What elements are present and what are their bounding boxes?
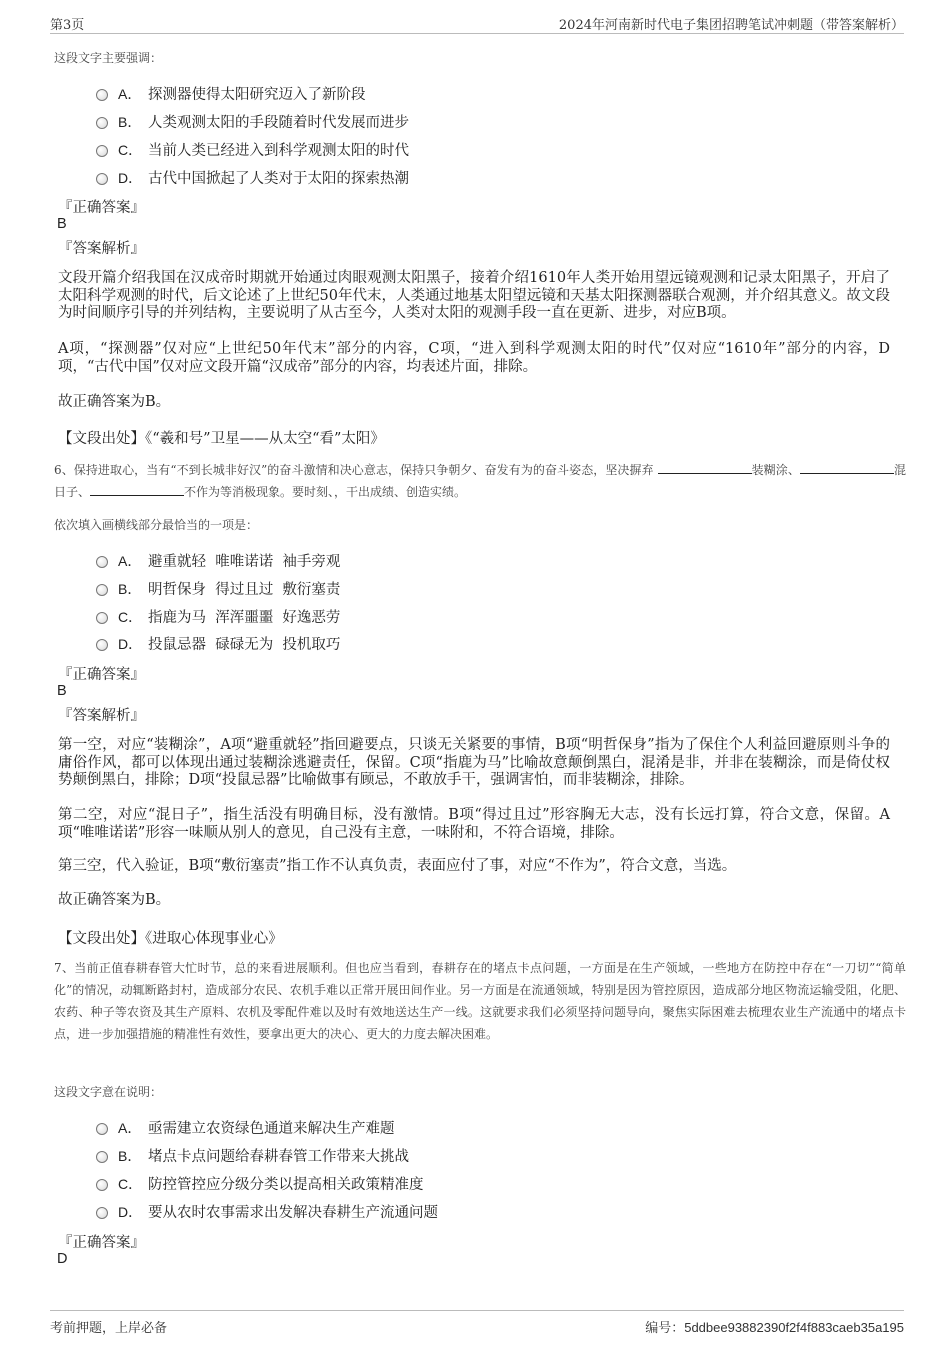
option-letter: C． [118,142,143,158]
option-text: 投鼠忌器 碌碌无为 投机取巧 [148,637,341,653]
option-text: 人类观测太阳的手段随着时代发展而进步 [148,115,409,131]
option-letter: B． [118,581,142,597]
document-title: 2024年河南新时代电子集团招聘笔试冲刺题（带答案解析） [558,18,904,33]
option-text: 明哲保身 得过且过 敷衍塞责 [148,582,341,598]
q6-prompt: 依次填入画横线部分最恰当的一项是： [54,518,259,532]
q6-text-part: 6、保持进取心，当有“不到长城非好汉”的奋斗激情和决心意志，保持只争朝夕、奋发有为的奋斗姿态，坚决摒弃 [54,463,658,477]
radio-icon[interactable] [96,173,108,185]
radio-icon[interactable] [96,556,108,568]
fill-blank [800,463,894,474]
radio-icon[interactable] [96,1123,108,1135]
page-number: 第3页 [50,18,85,33]
option-text: 指鹿为马 浑浑噩噩 好逸恶劳 [148,610,341,626]
document-code-value: 5ddbee93882390f2f4f883caeb35a195 [684,1320,904,1335]
option-letter: C． [118,609,143,625]
q6-answer-label: 『正确答案』 [58,667,145,683]
q5-analysis-label: 『答案解析』 [58,241,145,257]
document-code-label: 编号： [645,1321,685,1336]
radio-icon[interactable] [96,89,108,101]
q6-answer: B [57,683,67,699]
q6-analysis-label: 『答案解析』 [58,708,145,724]
q7-prompt: 这段文字意在说明： [54,1085,163,1099]
option-text: 避重就轻 唯唯诺诺 袖手旁观 [148,554,341,570]
q7-text: 7、当前正值春耕春管大忙时节，总的来看进展顺利。但也应当看到，春耕存在的堵点卡点问题，一方面是在生产领域，一些地方在防控中存在“一刀切”“简单化”的情况，动辄断路封村，造成部分农民、农机手难以正常开展田间作业。另一方面是在流通领域，特别是因为管控原因，造成部分地区物流运输受阻，化肥、农药、种子等农资及其生产原料、农机及零配件难以及时有效地送达生产一线。这就要求我们必须坚持问题导向，聚焦实际困难去梳理农业生产流通中的堵点卡点，进一步加强措施的精准性有效性，要拿出更大的决心、更大的力度去解决困难。 [54,961,906,1041]
q5-analysis-paragraph: 文段开篇介绍我国在汉成帝时期就开始通过肉眼观测太阳黑子，接着介绍1610年人类开始用望远镜观测和记录太阳黑子，开启了太阳科学观测的时代，后文论述了上世纪50年代末，人类通过地基太阳望远镜和天基太阳探测器联合观测，并介绍其意义。故文段为时间顺序引导的并列结构，主要说明了从古至今，人类对太阳的观测手段一直在更新、进步，对应B项。 [58,270,890,321]
q5-source: 【文段出处】《“羲和号”卫星——从太空“看”太阳》 [58,431,385,447]
radio-icon[interactable] [96,584,108,596]
option-letter: B． [118,1148,142,1164]
radio-icon[interactable] [96,1179,108,1191]
option-letter: A． [118,1120,142,1136]
radio-icon[interactable] [96,1151,108,1163]
q5-analysis-paragraph: A项，“探测器”仅对应“上世纪50年代末”部分的内容，C项，“进入到科学观测太阳的时代”仅对应“1610年”部分的内容，D项，“古代中国”仅对应文段开篇“汉成帝”部分的内容，均表述片面，排除。 [58,341,890,375]
q7-answer-label: 『正确答案』 [58,1235,145,1251]
page-header [50,12,904,34]
radio-icon[interactable] [96,612,108,624]
footer-slogan: 考前押题，上岸必备 [50,1321,168,1336]
q5-answer-label: 『正确答案』 [58,200,145,216]
q6-analysis-paragraph: 第三空，代入验证，B项“敷衍塞责”指工作不认真负责，表面应付了事，对应“不作为”，符合文意，当选。 [58,858,737,874]
fill-blank [658,463,752,474]
q6-text-part: 混日子、 [54,463,906,499]
document-code [645,1317,904,1336]
option-letter: D． [118,170,143,186]
option-text: 探测器使得太阳研究迈入了新阶段 [148,87,366,103]
option-letter: D． [118,636,143,652]
radio-icon[interactable] [96,639,108,651]
q6-text-part: 装糊涂、 [751,463,800,477]
q5-answer: B [57,216,67,232]
q6-analysis-paragraph: 故正确答案为B。 [58,892,171,908]
option-text: 亟需建立农资绿色通道来解决生产难题 [148,1121,395,1137]
radio-icon[interactable] [96,1207,108,1219]
option-letter: A． [118,553,142,569]
option-letter: B． [118,114,142,130]
option-letter: A． [118,86,142,102]
q6-analysis-paragraph: 第一空，对应“装糊涂”，A项“避重就轻”指回避要点，只谈无关紧要的事情，B项“明哲保身”指为了保住个人利益回避原则斗争的庸俗作风，都可以体现出通过装糊涂逃避责任，保留。C项“指鹿为马”比喻故意颠倒黑白，混淆是非，并非在装糊涂，而是倚仗权势颠倒黑白，排除；D项“投鼠忌器”比喻做事有顾忌，不敢放手干，强调害怕，而非装糊涂，排除。 [58,737,890,788]
option-text: 古代中国掀起了人类对于太阳的探索热潮 [148,171,409,187]
q6-analysis-paragraph: 第二空，对应“混日子”，指生活没有明确目标，没有激情。B项“得过且过”形容胸无大志，没有长远打算，符合文意，保留。A项“唯唯诺诺”形容一味顺从别人的意见，自己没有主意，一味附和，不符合语境，排除。 [58,807,890,841]
page-footer [50,1310,904,1340]
q5-analysis-paragraph: 故正确答案为B。 [58,394,171,410]
option-text: 当前人类已经进入到科学观测太阳的时代 [148,143,409,159]
q6-source: 【文段出处】《进取心体现事业心》 [58,931,283,947]
option-text: 要从农时农事需求出发解决春耕生产流通问题 [148,1205,438,1221]
q7-answer: D [57,1251,68,1267]
q6-text [54,459,906,503]
fill-blank [90,485,184,496]
option-text: 堵点卡点问题给春耕春管工作带来大挑战 [148,1149,409,1165]
option-letter: C． [118,1176,143,1192]
q5-prompt: 这段文字主要强调： [54,51,163,65]
option-letter: D． [118,1204,143,1220]
radio-icon[interactable] [96,145,108,157]
radio-icon[interactable] [96,117,108,129]
q6-text-part: 不作为等消极现象。要时刻、，干出成绩、创造实绩。 [184,485,467,499]
option-text: 防控管控应分级分类以提高相关政策精准度 [148,1177,424,1193]
